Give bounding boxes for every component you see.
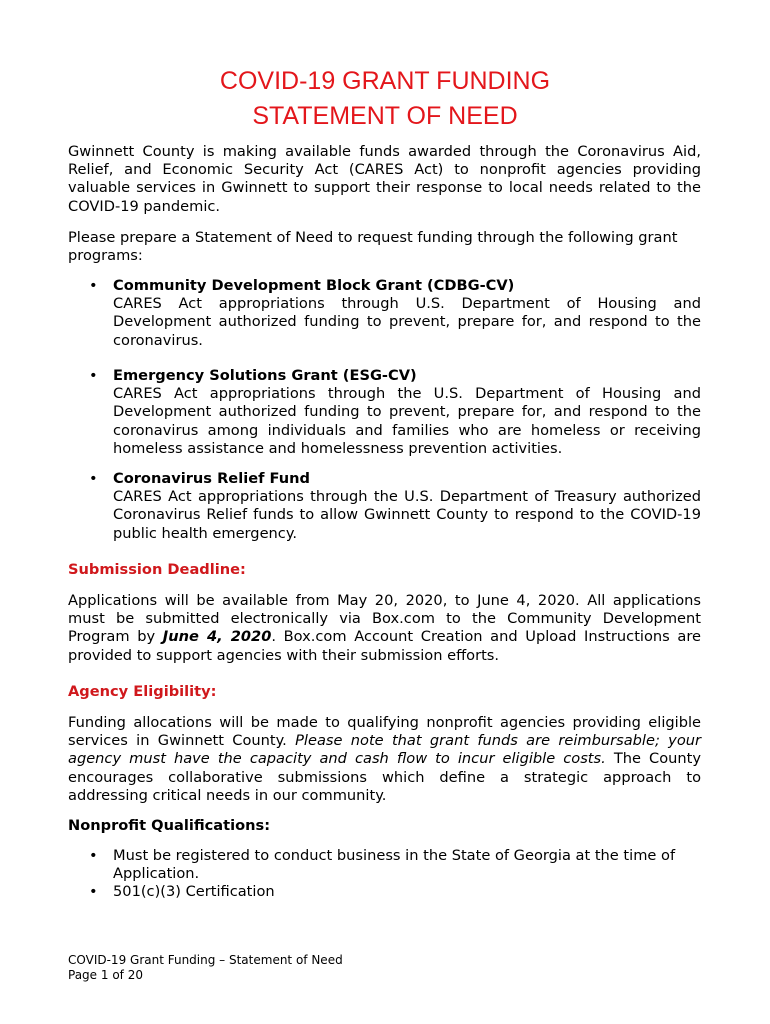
intro-paragraph: Gwinnett County is making available funds awarded through the Coronavirus Aid, Relief, and Economic Security Act (CARES Act) to nonprofit agencies providing valuable services in Gwinnett to support their response to local needs related to the COVID-19 pandemic.: [68, 143, 701, 215]
qualification-item: 501(c)(3) Certification: [113, 883, 275, 900]
bullet-icon: •: [89, 883, 98, 900]
eligibility-text-a: Funding allocations will be made to qualifying nonprofit agencies providing eligible services in Gwinnett County.: [68, 714, 701, 750]
program-description: CARES Act appropriations through U.S. Department of Housing and Development authorized funding to prevent, prepare for, and respond to the coronavirus.: [113, 295, 701, 349]
bullet-icon: •: [89, 470, 98, 487]
program-title: Community Development Block Grant (CDBG-CV): [113, 277, 515, 294]
prepare-paragraph: Please prepare a Statement of Need to request funding through the following grant programs:: [68, 229, 678, 265]
deadline-date: June 4, 2020: [162, 628, 272, 646]
agency-eligibility-heading: Agency Eligibility:: [68, 683, 217, 700]
footer-document-name: COVID-19 Grant Funding – Statement of Need: [68, 953, 343, 967]
eligibility-italic-note: Please note that grant funds are reimbursable; your agency must have the capacity and cash flow to incur eligible costs.: [68, 732, 701, 768]
submission-text-b: . Box.com Account Creation and Upload Instructions are provided to support agencies with their submission efforts.: [68, 628, 701, 664]
submission-paragraph: [68, 592, 701, 665]
eligibility-paragraph: [68, 714, 701, 805]
program-description: CARES Act appropriations through the U.S. Department of Housing and Development authorized funding to prevent, prepare for, and respond to the coronavirus among individuals and families who are homeless or receiving homeless assistance and homelessness prevention activities.: [113, 385, 701, 457]
program-description: CARES Act appropriations through the U.S. Department of Treasury authorized Coronavirus Relief funds to allow Gwinnett County to respond to the COVID-19 public health emergency.: [113, 488, 701, 542]
program-item-esg: [113, 367, 701, 458]
program-item-crf: [113, 470, 701, 543]
program-item-cdbg: [113, 277, 701, 350]
document-title-line1: COVID-19 GRANT FUNDING: [219, 67, 551, 95]
program-title: Coronavirus Relief Fund: [113, 470, 311, 487]
program-title: Emergency Solutions Grant (ESG-CV): [113, 367, 417, 384]
submission-text-a: Applications will be available from May 20, 2020, to June 4, 2020. All applications must be submitted electronically via Box.com to the Community Development Program by: [68, 592, 701, 646]
eligibility-text-b: The County encourages collaborative submissions which define a strategic approach to addressing critical needs in our community.: [68, 750, 701, 804]
qualification-item: Must be registered to conduct business in the State of Georgia at the time of Application.: [113, 847, 676, 883]
document-title-line2: STATEMENT OF NEED: [252, 102, 518, 130]
nonprofit-qualifications-heading: Nonprofit Qualifications:: [68, 817, 271, 834]
footer-page-number: Page 1 of 20: [68, 968, 143, 982]
submission-deadline-heading: Submission Deadline:: [68, 561, 246, 578]
bullet-icon: •: [89, 277, 98, 294]
bullet-icon: •: [89, 847, 98, 864]
bullet-icon: •: [89, 367, 98, 384]
